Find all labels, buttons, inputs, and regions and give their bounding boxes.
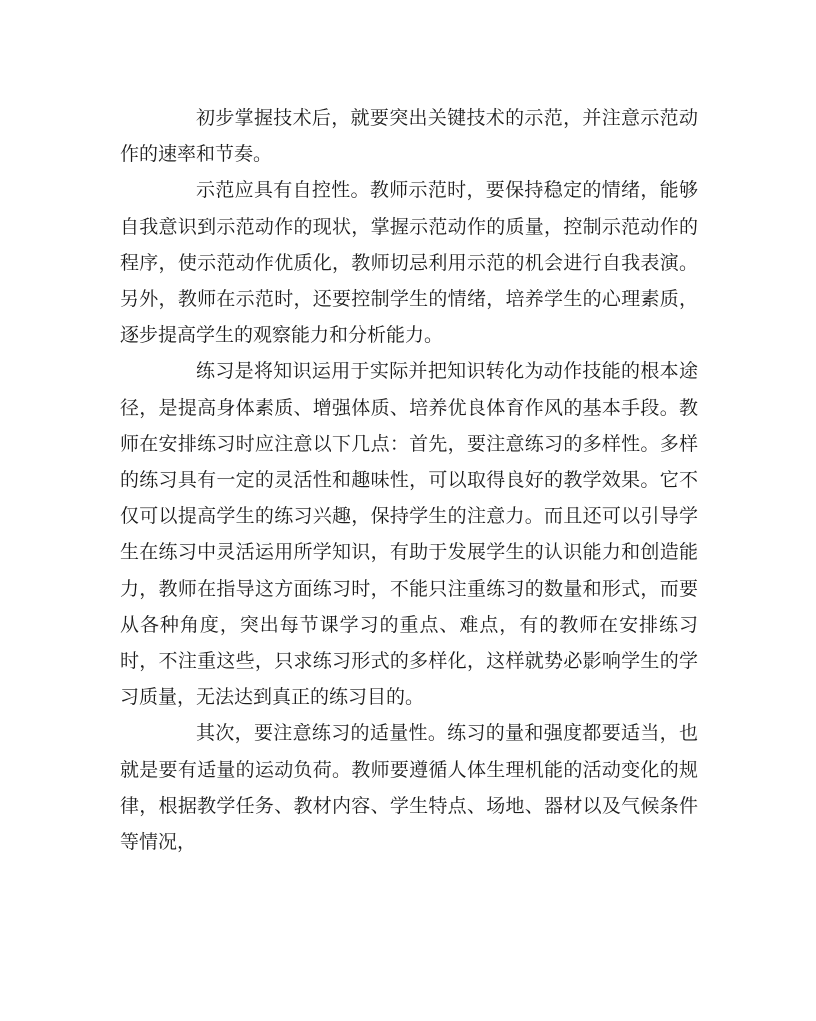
paragraph-demonstration-technique: 初步掌握技术后，就要突出关键技术的示范，并注意示范动作的速率和节奏。 bbox=[120, 107, 698, 166]
paragraph-self-control: 示范应具有自控性。教师示范时，要保持稳定的情绪，能够自我意识到示范动作的现状，掌握示范动作的质量，控制示范动作的程序，使示范动作优质化，教师切忌利用示范的机会进行自我表演。另外，教师在示范时，还要控制学生的情绪，培养学生的心理素质，逐步提高学生的观察能力和分析能力。 bbox=[120, 179, 698, 347]
document-body bbox=[120, 100, 698, 860]
paragraph-practice-amount: 其次，要注意练习的适量性。练习的量和强度都要适当，也就是要有适量的运动负荷。教师要遵循人体生理机能的活动变化的规律，根据教学任务、教材内容、学生特点、场地、器材以及气候条件等情况， bbox=[120, 722, 698, 854]
paragraph-practice-variety: 练习是将知识运用于实际并把知识转化为动作技能的根本途径，是提高身体素质、增强体质、培养优良体育作风的基本手段。教师在安排练习时应注意以下几点：首先，要注意练习的多样性。多样的练习具有一定的灵活性和趣味性，可以取得良好的教学效果。它不仅可以提高学生的练习兴趣，保持学生的注意力。而且还可以引导学生在练习中灵活运用所学知识，有助于发展学生的认识能力和创造能力，教师在指导这方面练习时，不能只注重练习的数量和形式，而要从各种角度，突出每节课学习的重点、难点，有的教师在安排练习时，不注重这些，只求练习形式的多样化，这样就势必影响学生的学习质量，无法达到真正的练习目的。 bbox=[120, 360, 698, 709]
